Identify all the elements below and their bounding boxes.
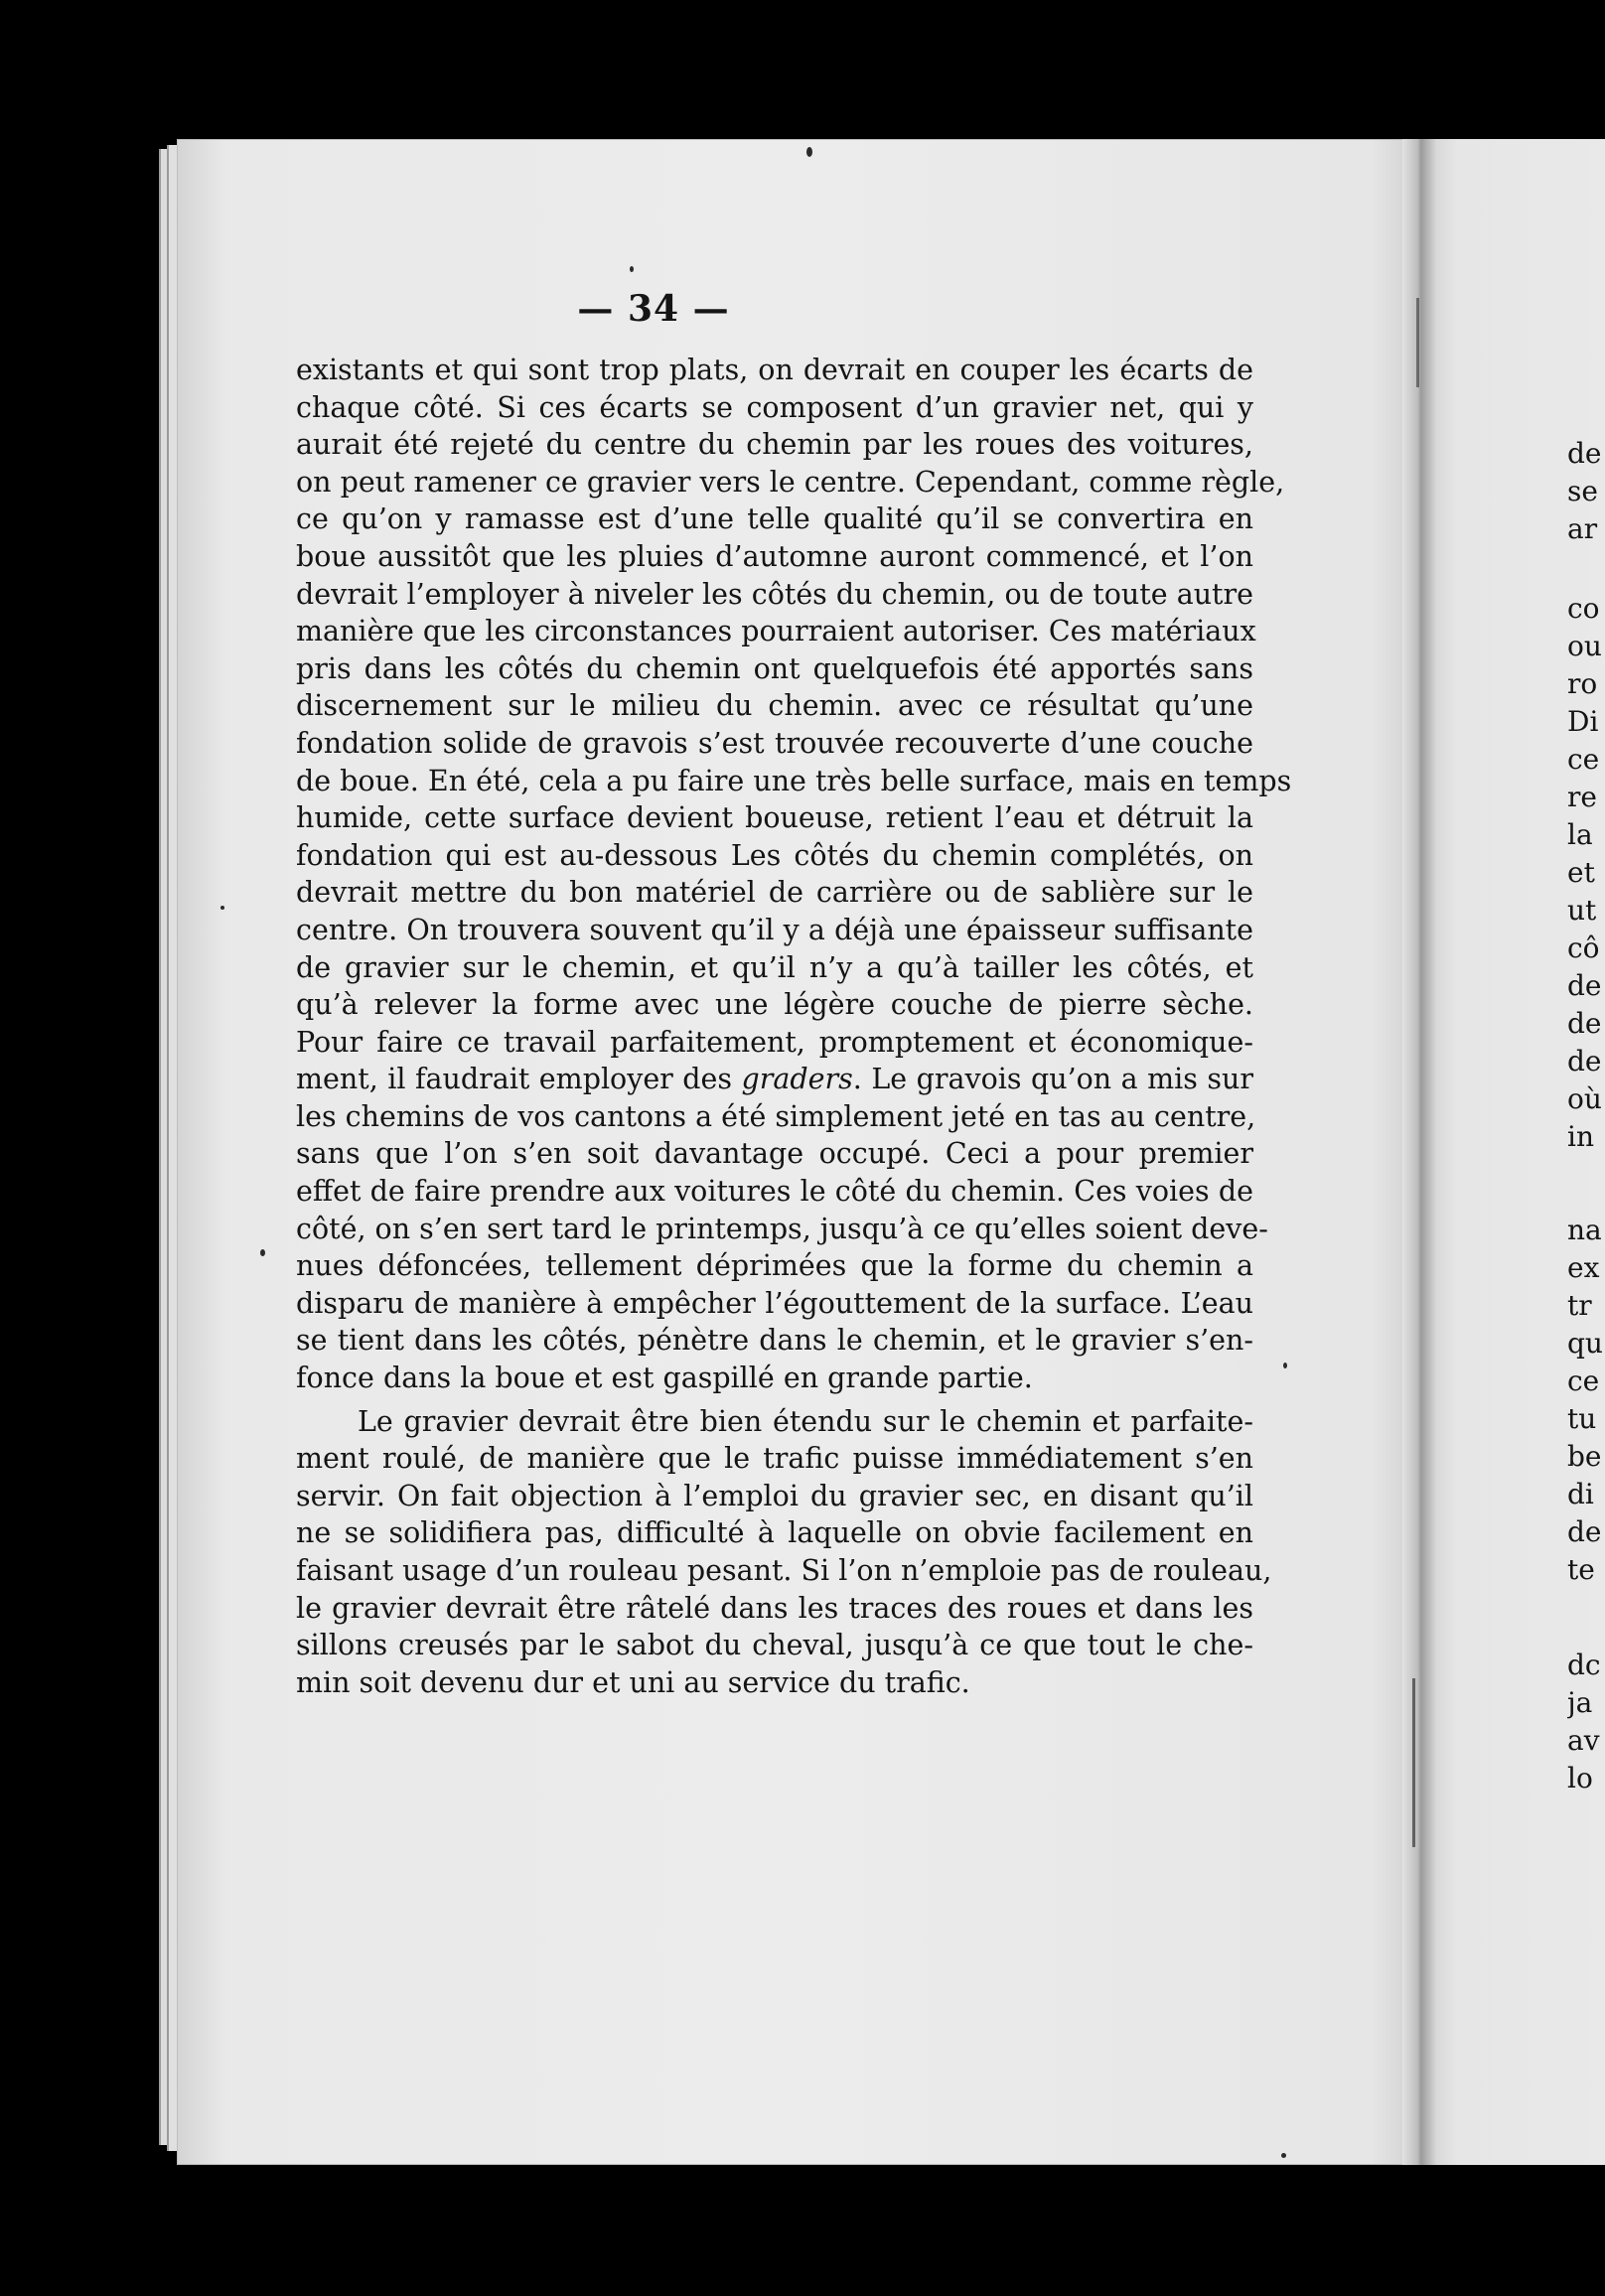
text-line: fonce dans la boue et est gaspillé en grande partie. bbox=[296, 1362, 1033, 1395]
facing-page-fragment: et bbox=[1567, 856, 1595, 889]
facing-page-fragment: te bbox=[1567, 1553, 1595, 1586]
text-line: ne se solidifiera pas, difficulté à laquelle on obvie facilement en bbox=[296, 1516, 1253, 1550]
text-line: qu’à relever la forme avec une légère couche de pierre sèche. bbox=[296, 988, 1253, 1022]
facing-page-fragment: lo bbox=[1567, 1762, 1593, 1794]
facing-page-fragment: ut bbox=[1567, 894, 1597, 927]
text-line: de gravier sur le chemin, et qu’il n’y a qu’à tailler les côtés, et bbox=[296, 950, 1253, 984]
facing-page-fragment: be bbox=[1567, 1440, 1602, 1473]
text-line: manière que les circonstances pourraient autoriser. Ces matériaux bbox=[296, 615, 1256, 648]
text-line: de boue. En été, cela a pu faire une très belle surface, mais en temps bbox=[296, 764, 1292, 797]
facing-page-fragment: tu bbox=[1567, 1402, 1597, 1435]
facing-page-fragment: cô bbox=[1567, 932, 1600, 964]
scan-speck bbox=[260, 1249, 265, 1256]
text-line: faisant usage d’un rouleau pesant. Si l’on n’emploie pas de rouleau, bbox=[296, 1554, 1272, 1587]
facing-page-fragment: di bbox=[1567, 1478, 1594, 1510]
text-line: fondation solide de gravois s’est trouvée recouverte d’une couche bbox=[296, 726, 1253, 760]
text-line: discernement sur le milieu du chemin. avec ce résultat qu’une bbox=[296, 689, 1253, 723]
text-line: devrait l’employer à niveler les côtés du chemin, ou de toute autre bbox=[296, 577, 1253, 611]
facing-page-fragment: dc bbox=[1567, 1649, 1601, 1681]
text-line: sillons creusés par le sabot du cheval, jusqu’à ce que tout le che- bbox=[296, 1629, 1253, 1662]
text-line: effet de faire prendre aux voitures le côté du chemin. Ces voies de bbox=[296, 1175, 1253, 1209]
facing-page-fragment: ex bbox=[1567, 1251, 1600, 1284]
facing-page-fragment: où bbox=[1567, 1082, 1602, 1115]
scan-speck bbox=[220, 906, 224, 910]
text-line: pris dans les côtés du chemin ont quelquefois été apportés sans bbox=[296, 651, 1253, 685]
facing-page-fragment: re bbox=[1567, 781, 1597, 813]
text-line: les chemins de vos cantons a été simplement jeté en tas au centre, bbox=[296, 1099, 1256, 1133]
page-body-text bbox=[296, 352, 1292, 1701]
facing-page-fragment: se bbox=[1567, 475, 1598, 507]
facing-page-fragment: in bbox=[1567, 1120, 1594, 1153]
facing-page-fragment: av bbox=[1567, 1724, 1600, 1757]
facing-page-fragment: ou bbox=[1567, 630, 1602, 662]
facing-page-fragment: ro bbox=[1567, 667, 1598, 700]
text-line: min soit devenu dur et uni au service du trafic. bbox=[296, 1665, 970, 1699]
facing-page-fragment: Di bbox=[1567, 705, 1599, 738]
book-gutter bbox=[1402, 139, 1436, 2165]
text-line: Le gravier devrait être bien étendu sur le chemin et parfaite- bbox=[358, 1404, 1253, 1438]
facing-page-fragment: de bbox=[1567, 969, 1602, 1002]
text-line: centre. On trouvera souvent qu’il y a déjà une épaisseur suffisante bbox=[296, 913, 1253, 946]
page-number: — 34 — bbox=[577, 288, 730, 330]
text-line: ment roulé, de manière que le trafic puisse immédiatement s’en bbox=[296, 1442, 1253, 1476]
paragraph bbox=[296, 352, 1292, 1397]
scan-speck bbox=[806, 147, 812, 157]
text-line: existants et qui sont trop plats, on devrait en couper les écarts de bbox=[296, 354, 1253, 386]
text-line: humide, cette surface devient boueuse, retient l’eau et détruit la bbox=[296, 801, 1253, 835]
text-line: le gravier devrait être râtelé dans les traces des roues et dans les bbox=[296, 1591, 1253, 1625]
text-line: devrait mettre du bon matériel de carrière ou de sablière sur le bbox=[296, 876, 1253, 910]
facing-page-fragment: tr bbox=[1567, 1289, 1592, 1322]
scan-speck bbox=[630, 266, 634, 272]
paragraph bbox=[296, 1403, 1272, 1702]
text-line: boue aussitôt que les pluies d’automne auront commencé, et l’on bbox=[296, 539, 1253, 573]
text-line: aurait été rejeté du centre du chemin par les roues des voitures, bbox=[296, 428, 1253, 462]
text-line: servir. On fait objection à l’emploi du gravier sec, en disant qu’il bbox=[296, 1479, 1253, 1512]
facing-page-fragment: la bbox=[1567, 818, 1593, 851]
scan-speck bbox=[1281, 2153, 1286, 2158]
text-line: chaque côté. Si ces écarts se composent d’un gravier net, qui y bbox=[296, 390, 1253, 424]
facing-page-fragment: de bbox=[1567, 1045, 1602, 1077]
text-line: sans que l’on s’en soit davantage occupé. Ceci a pour premier bbox=[296, 1137, 1253, 1171]
facing-page-fragment: ce bbox=[1567, 743, 1600, 776]
text-line: fondation qui est au-dessous Les côtés du chemin complétés, on bbox=[296, 838, 1253, 872]
text-line: disparu de manière à empêcher l’égouttement de la surface. L’eau bbox=[296, 1286, 1253, 1320]
gutter-shadow-mark bbox=[1416, 298, 1419, 387]
text-line: Pour faire ce travail parfaitement, promptement et économique- bbox=[296, 1025, 1253, 1059]
facing-page-fragment: na bbox=[1567, 1214, 1602, 1246]
facing-page-fragment: de bbox=[1567, 1007, 1602, 1040]
scan-speck bbox=[1283, 1363, 1287, 1368]
text-line: côté, on s’en sert tard le printemps, jusqu’à ce qu’elles soient deve- bbox=[296, 1212, 1268, 1245]
facing-page-fragment: de bbox=[1567, 1515, 1602, 1548]
text-line: se tient dans les côtés, pénètre dans le chemin, et le gravier s’en- bbox=[296, 1324, 1253, 1358]
facing-page-fragment: de bbox=[1567, 437, 1602, 470]
facing-page-fragment: qu bbox=[1567, 1327, 1603, 1360]
text-line: ce qu’on y ramasse est d’une telle qualité qu’il se convertira en bbox=[296, 502, 1253, 536]
facing-page-fragment: co bbox=[1567, 592, 1600, 625]
facing-page-fragment: ar bbox=[1567, 512, 1598, 545]
text-line: on peut ramener ce gravier vers le centre. Cependant, comme règle, bbox=[296, 465, 1285, 499]
text-line: ment, il faudrait employer des graders. Le gravois qu’on a mis sur bbox=[296, 1063, 1253, 1096]
facing-page-text-fragments bbox=[1567, 0, 1605, 2296]
text-line: nues défoncées, tellement déprimées que la forme du chemin a bbox=[296, 1249, 1253, 1283]
gutter-shadow-mark bbox=[1412, 1678, 1415, 1847]
facing-page-fragment: ce bbox=[1567, 1364, 1600, 1397]
facing-page-fragment: ja bbox=[1567, 1686, 1593, 1719]
